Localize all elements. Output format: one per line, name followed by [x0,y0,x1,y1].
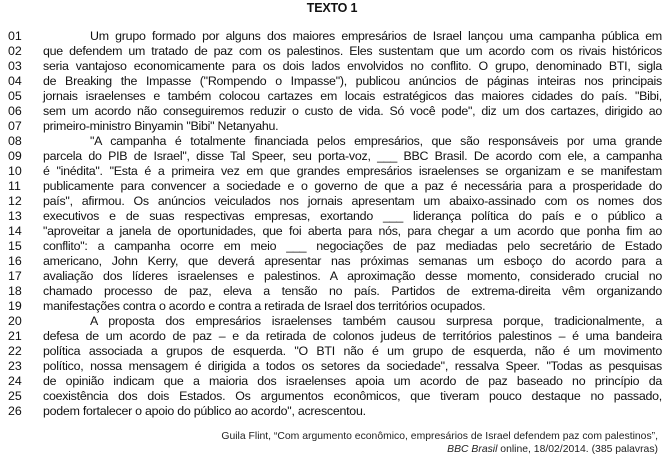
line-text: primeiro-ministro Binyamin "Bibi" Netanyahu. [43,119,279,133]
line-text: podem fortalecer o apoio do público ao acordo", acrescentou. [43,404,366,418]
line-number: 04 [8,74,22,88]
text-line [0,179,664,194]
text-line [0,29,664,44]
line-number: 22 [8,344,22,358]
line-text: A proposta dos empresários israelenses também causou surpresa porque, tradicionalmente, a [90,314,662,328]
line-number: 03 [8,59,22,73]
line-number: 16 [8,254,22,268]
text-line [0,224,664,239]
text-line [0,59,664,74]
line-text: "aproveitar a janela de oportunidades, que foi aberta para nós, para chegar a um acordo que ponha fim ao [43,224,662,238]
citation-details: online, 18/02/2014. (385 palavras) [497,444,658,455]
line-number: 24 [8,374,22,388]
line-text: que defendem um tratado de paz com os palestinos. Eles sustentam que um acordo com os rivais históricos [43,44,662,58]
text-line [0,74,664,89]
line-text: executivos e de suas respectivas empresas, exortando ___ liderança política do país e o público a [43,209,662,223]
line-text: político, nossa mensagem é dirigida a todos os setores da sociedade", ressalva Speer. "Todas as pesquisas [43,359,662,373]
line-text: jornais israelenses e também colocou cartazes em locais estratégicos das maiores cidades do país. "Bibi, [43,89,662,103]
text-line [0,209,664,224]
line-number: 12 [8,194,22,208]
line-text: manifestações contra o acordo e contra a retirada de Israel dos territórios ocupados. [43,299,486,313]
citation-source: BBC Brasil [447,444,498,455]
text-line [0,344,664,359]
line-number: 09 [8,149,22,163]
text-line [0,119,664,134]
text-line [0,254,664,269]
line-text: de Breaking the Impasse ("Rompendo o Impasse"), publicou anúncios de páginas inteiras nos principais [43,74,662,88]
line-number: 02 [8,44,22,58]
text-line [0,239,664,254]
line-number: 05 [8,89,22,103]
line-number: 17 [8,269,22,283]
text-line [0,269,664,284]
line-text: chamado processo de paz, eleva a tensão no país. Partidos de extrema-direita vêm organizando [43,284,662,298]
line-number: 15 [8,239,22,253]
text-line [0,104,664,119]
text-line [0,359,664,374]
numbered-text-body [0,29,664,419]
line-number: 08 [8,134,22,148]
line-number: 13 [8,209,22,223]
line-text: coexistência dos dois Estados. Os argumentos econômicos, que tiveram pouco destaque no passado, [43,389,662,403]
text-line [0,284,664,299]
line-text: conflito": a campanha ocorre em meio ___ negociações de paz mediadas pelo secretário de Estado [43,239,662,253]
line-number: 18 [8,284,22,298]
line-number: 19 [8,299,22,313]
text-line [0,89,664,104]
line-number: 20 [8,314,22,328]
citation-line-2 [98,443,658,456]
line-text: "A campanha é totalmente financiada pelos empresários, que são responsáveis por uma grande [90,134,662,148]
text-line [0,389,664,404]
line-number: 06 [8,104,22,118]
line-text: seria vantajoso economicamente para os dois lados envolvidos no conflito. O grupo, denominado BTI, sigla [43,59,662,73]
line-text: é "inédita". "Esta é a primeira vez em que grandes empresários israelenses se organizam e se manifestam [43,164,662,178]
line-number: 11 [8,179,21,193]
text-line [0,44,664,59]
text-line [0,134,664,149]
line-text: Um grupo formado por alguns dos maiores empresários de Israel lançou uma campanha pública em [90,29,662,43]
line-text: país", afirmou. Os anúncios veiculados nos jornais apresentam um abaixo-assinado com os nomes dos [43,194,662,208]
line-text: americano, John Kerry, que deverá apresentar nas próximas semanas um esboço do acordo para a [43,254,662,268]
line-text: defesa de um acordo de paz – e da retirada de colonos judeus de territórios palestinos – é uma bandeira [43,329,662,343]
line-text: publicamente para convencer a sociedade e o governo de que a paz é necessária para a prosperidade do [43,179,662,193]
text-line [0,194,664,209]
citation-line-1: Guila Flint, “Com argumento econômico, empresários de Israel defendem paz com palestinos”, [221,431,658,442]
text-line [0,374,664,389]
text-line [0,314,664,329]
line-number: 25 [8,389,22,403]
text-line [0,149,664,164]
text-line [0,299,664,314]
line-text: sem um acordo não conseguiremos reduzir o custo de vida. Só você pode", diz um dos cartazes, dirigido ao [43,104,662,118]
line-text: de opinião indicam que a maioria dos israelenses apoia um acordo de paz baseado no princípio da [43,374,662,388]
line-text: parcela do PIB de Israel", disse Tal Speer, seu porta-voz, ___ BBC Brasil. De acordo com ele, a campanha [43,149,662,163]
text-line [0,404,664,419]
line-text: avaliação dos líderes israelenses e palestinos. A aproximação desse momento, considerado crucial no [43,269,662,283]
line-number: 21 [8,329,22,343]
document-title: TEXTO 1 [306,1,358,15]
line-number: 23 [8,359,22,373]
line-text: política associada a grupos de esquerda. "O BTI não é um grupo de esquerda, não é um movimento [43,344,662,358]
line-number: 14 [8,224,22,238]
text-line [0,329,664,344]
text-line [0,164,664,179]
line-number: 26 [8,404,22,418]
line-number: 01 [8,29,22,43]
line-number: 07 [8,119,22,133]
line-number: 10 [8,164,22,178]
